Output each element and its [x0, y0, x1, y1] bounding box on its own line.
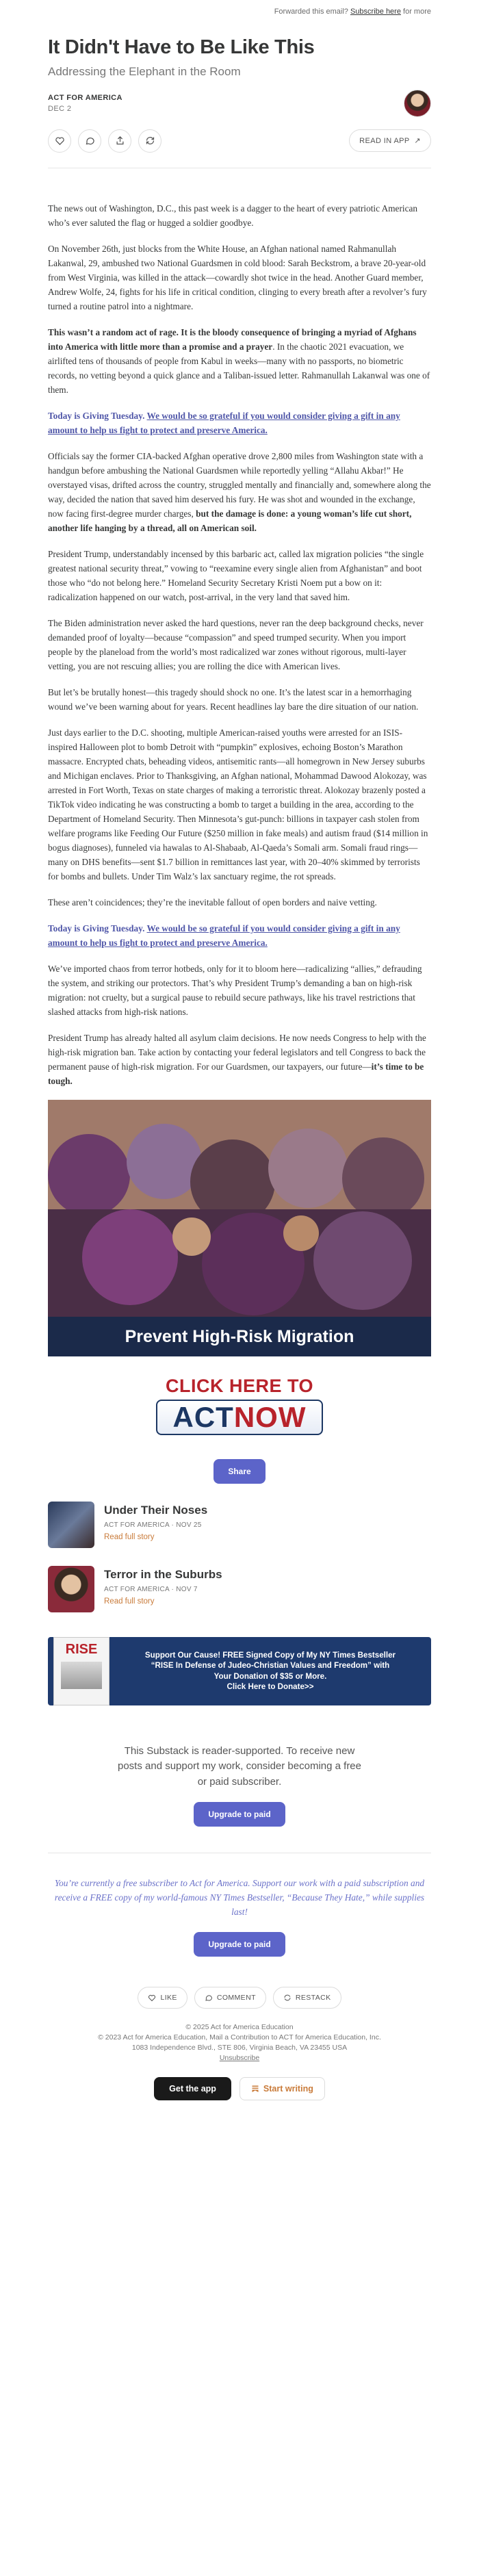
forwarded-notice — [48, 0, 431, 22]
get-app-button[interactable]: Get the app — [154, 2077, 231, 2100]
related-post-meta: ACT FOR AMERICA · NOV 7 — [104, 1585, 198, 1593]
read-full-story-link[interactable]: Read full story — [104, 1597, 155, 1606]
paragraph: Just days earlier to the D.C. shooting, multiple American-raised youths were arrested for an ISIS-inspired Halloween plot to bomb Detroit with “pumpkin” explosives, echoing Boston’s Marathon massacre. Encrypted chats, beheading videos, antisemitic rants—all homegrown in New Jersey suburbs and Michigan enclaves. Prior to Thanksgiving, an Afghan national, Mohammad Dawood Alokozay, was arrested in Fort Worth, Texas on state charges of making a terroristic threat. Alokozay brazenly posted a TikTok video indicating he was constructing a bomb to target a building in the area, according to the Department of Homeland Security. Then Minnesota’s gut-punch: billions in taxpayer cash stolen from welfare programs like Feeding Our Future ($250 million in fake meals) and autism fraud ($14 million in bogus diagnoses), funneled via hawalas to Al-Shabaab, Al-Qaeda’s Somali arm. Somali fraud rings—many on DHS benefits—sent $1.7 billion in remittances last year, with 20–40% skimmed by terrorists for bombs and bullets. Under Tim Walz’s lax sanctuary regime, the rot spreads. — [48, 727, 428, 881]
donate-link[interactable]: We would be so grateful if you would consider giving a gift in any amount to help us fight to protect and preserve America. — [48, 410, 400, 435]
book-title: RISE — [65, 1641, 98, 1657]
donate-link[interactable]: We would be so grateful if you would consider giving a gift in any amount to help us fight to protect and preserve America. — [48, 923, 400, 948]
subscribe-link[interactable]: Subscribe here — [350, 8, 401, 16]
forwarded-text: Forwarded this email? — [274, 8, 348, 16]
footer-comment-button[interactable] — [194, 1987, 266, 2009]
share-icon — [115, 136, 125, 146]
paragraph: The news out of Washington, D.C., this past week is a dagger to the heart of every patriotic American who’s ever saluted the flag or hugged a soldier goodbye. — [48, 203, 418, 228]
bold-text: but the damage is done: a young woman’s life cut short, another life hanging by a thread, all on American soil. — [48, 508, 412, 533]
banner-line: “RISE In Defense of Judeo-Christian Values and Freedom” with — [151, 1661, 390, 1671]
address-text: © 2023 Act for America Education, Mail a Contribution to ACT for America Education, Inc. — [98, 2033, 381, 2042]
action-bar — [48, 129, 431, 168]
banner-line: Support Our Cause! FREE Signed Copy of My NY Times Bestseller — [144, 1650, 396, 1660]
hero-caption: Prevent High-Risk Migration — [48, 1317, 431, 1356]
post-body — [48, 201, 431, 1088]
paragraph — [48, 449, 431, 535]
paragraph-text: Officials say the former CIA-backed Afghan operative drove 2,800 miles from Washington state with a handgun before ambushing the National Guardsmen while reportedly yelling “Allahu Akbar!” He overstayed visas, drifted across the country, struggled mentally and financially and, somewhere along the way, decided the nation that saved him deserved his fury. He was shot and wounded in the exchange, now facing first-degree murder charges, — [48, 450, 431, 519]
related-post-title[interactable]: Under Their Noses — [104, 1503, 208, 1517]
footer-legal — [48, 2022, 431, 2064]
paragraph: The Biden administration never asked the hard questions, never ran the deep background checks, never demanded proof of loyalty—because “compassion” and speed trumped security. When you import people by the planeload from the world’s most radicalized war zones without rigorous, multi-layer vetting, you are not rescuing allies; you are rolling the dice with American lives. — [48, 617, 424, 671]
heart-icon — [55, 136, 65, 146]
post-thumbnail[interactable] — [48, 1566, 94, 1612]
giving-tuesday-paragraph — [48, 921, 431, 950]
support-text: This Substack is reader-supported. To receive new posts and support my work, consider becoming a free or paid subscriber. — [117, 1744, 361, 1788]
start-writing-label: Start writing — [263, 2084, 313, 2094]
upgrade-button[interactable]: Upgrade to paid — [194, 1802, 285, 1827]
related-post-title[interactable]: Terror in the Suburbs — [104, 1567, 222, 1581]
author-avatar[interactable] — [404, 90, 431, 117]
address-text: 1083 Independence Blvd., STE 806, Virginia Beach, VA 23455 USA — [131, 2044, 348, 2052]
free-subscriber-note: You’re currently a free subscriber to Act for America. Support our work with a paid subscription and receive a FREE copy of my world-famous NY Times Bestseller, “Because They Hate,” while supplies last! — [54, 1878, 425, 1917]
giving-tuesday-text: Today is Giving Tuesday. — [48, 923, 145, 933]
paragraph: On November 26th, just blocks from the White House, an Afghan national named Rahmanullah Lakanwal, 29, ambushed two National Guardsmen in cold blood: Sarah Beckstrom, a brave 20-year-old from West Virginia, was killed in the attack—cowardly shot twice in the head. Another Guard member, Andrew Wolfe, 24, fights for his life in critical condition, clinging to every breath after a revolver’s fury turned a routine patrol into a nightmare. — [48, 243, 427, 311]
copyright-text: © 2025 Act for America Education — [185, 2022, 294, 2031]
app-buttons — [48, 2077, 431, 2100]
start-writing-button[interactable] — [240, 2077, 325, 2100]
paragraph: President Trump, understandably incensed by this barbaric act, called lax migration policies “the single greatest national security threat,” vowing to “reexamine every single alien from Afghanistan” and boot those who “do not belong here.” Homeland Security Secretary Kristi Noem put a bow on it: radicalization happened on our watch, post-arrival, in the very land that saved him. — [48, 548, 424, 602]
restack-icon — [283, 1994, 292, 2002]
paragraph: We’ve imported chaos from terror hotbeds, only for it to bloom here—radicalizing “allies,” defrauding the system, and striking our protectors. That’s why President Trump’s demanding a ban on high-risk migration: not cruelty, but a surgical pause to rebuild secure pathways, like his travel restrictions that slashed attacks from high-risk nations. — [48, 963, 422, 1017]
read-full-story-link[interactable]: Read full story — [104, 1532, 155, 1541]
related-post[interactable] — [48, 1566, 431, 1612]
cta-now-text: NOW — [233, 1400, 307, 1433]
comment-icon — [205, 1994, 213, 2002]
related-posts — [48, 1502, 431, 1612]
footer-like-button[interactable] — [138, 1987, 187, 2009]
read-in-app-label: READ IN APP — [359, 137, 410, 146]
byline — [48, 90, 431, 117]
paragraph: But let’s be brutally honest—this tragedy should shock no one. It’s the latest scar in a hemorrhaging wound we’ve been warning about for years. Recent headlines lay bare the dire situation of our nation. — [48, 686, 419, 712]
related-post[interactable] — [48, 1502, 431, 1548]
forwarded-suffix: for more — [403, 8, 431, 16]
post-date: DEC 2 — [48, 104, 72, 113]
related-post-meta: ACT FOR AMERICA · NOV 25 — [104, 1521, 202, 1529]
read-in-app-button[interactable] — [349, 129, 431, 152]
comment-button[interactable] — [78, 129, 101, 153]
book-cover — [53, 1637, 109, 1705]
publication-name[interactable]: ACT FOR AMERICA — [48, 93, 122, 102]
heart-icon — [148, 1994, 156, 2002]
share-post-button[interactable]: Share — [213, 1459, 266, 1484]
paragraph — [48, 325, 431, 397]
cta-act-text: ACT — [172, 1400, 234, 1433]
like-button[interactable] — [48, 129, 71, 153]
paragraph-text: President Trump has already halted all asylum claim decisions. He now needs Congress to help with the high-risk migration ban. Take action by contacting your federal legislators and tell Congress to back the permanent pause of high-risk migration. For our Guardsmen, our taxpayers, our future— — [48, 1032, 426, 1072]
paragraph-text: . In the chaotic 2021 evacuation, we airlifted tens of thousands of people from Kabul in weeks—many with no passports, no biometric records, no vetting beyond a quick glance and a Taliban-issued letter. Rahmanullah Lakanwal was one of them. — [48, 341, 430, 395]
cta-top-text: CLICK HERE TO — [165, 1375, 313, 1396]
upgrade-button-2[interactable]: Upgrade to paid — [194, 1932, 285, 1957]
paragraph — [48, 1031, 431, 1088]
comment-label: COMMENT — [216, 1993, 256, 2002]
post-subtitle: Addressing the Elephant in the Room — [48, 64, 241, 78]
restack-button[interactable] — [138, 129, 161, 153]
paragraph: These aren’t coincidences; they’re the inevitable fallout of open borders and naive vetting. — [48, 897, 377, 907]
unsubscribe-link[interactable]: Unsubscribe — [219, 2054, 260, 2063]
like-label: LIKE — [160, 1993, 177, 2002]
footer-actions — [48, 1987, 431, 2009]
giving-tuesday-paragraph — [48, 409, 431, 437]
restack-icon — [145, 136, 155, 146]
post-thumbnail[interactable] — [48, 1502, 94, 1548]
bold-text: it’s time to be tough. — [48, 1061, 424, 1086]
share-button[interactable] — [108, 129, 131, 153]
donate-banner[interactable] — [48, 1637, 431, 1705]
crowd-illustration — [48, 1100, 431, 1319]
post-title: It Didn't Have to Be Like This — [48, 36, 315, 58]
restack-label: RESTACK — [295, 1993, 331, 2002]
hero-image[interactable] — [48, 1100, 431, 1356]
cta-act-now — [156, 1400, 323, 1435]
banner-line: Click Here to Donate>> — [226, 1682, 314, 1692]
footer-restack-button[interactable] — [273, 1987, 341, 2009]
book-author-photo — [61, 1662, 102, 1689]
act-now-button[interactable] — [151, 1376, 328, 1439]
banner-line: Your Donation of $35 or More. — [213, 1671, 327, 1681]
substack-icon — [251, 2085, 259, 2093]
bold-text: This wasn’t a random act of rage. It is the bloody consequence of bringing a myriad of Afghans into America with little more than a promise and a prayer — [48, 326, 417, 352]
arrow-up-right-icon: ↗ — [411, 137, 421, 146]
comment-icon — [85, 136, 95, 146]
banner-text — [109, 1650, 431, 1693]
giving-tuesday-text: Today is Giving Tuesday. — [48, 410, 145, 421]
